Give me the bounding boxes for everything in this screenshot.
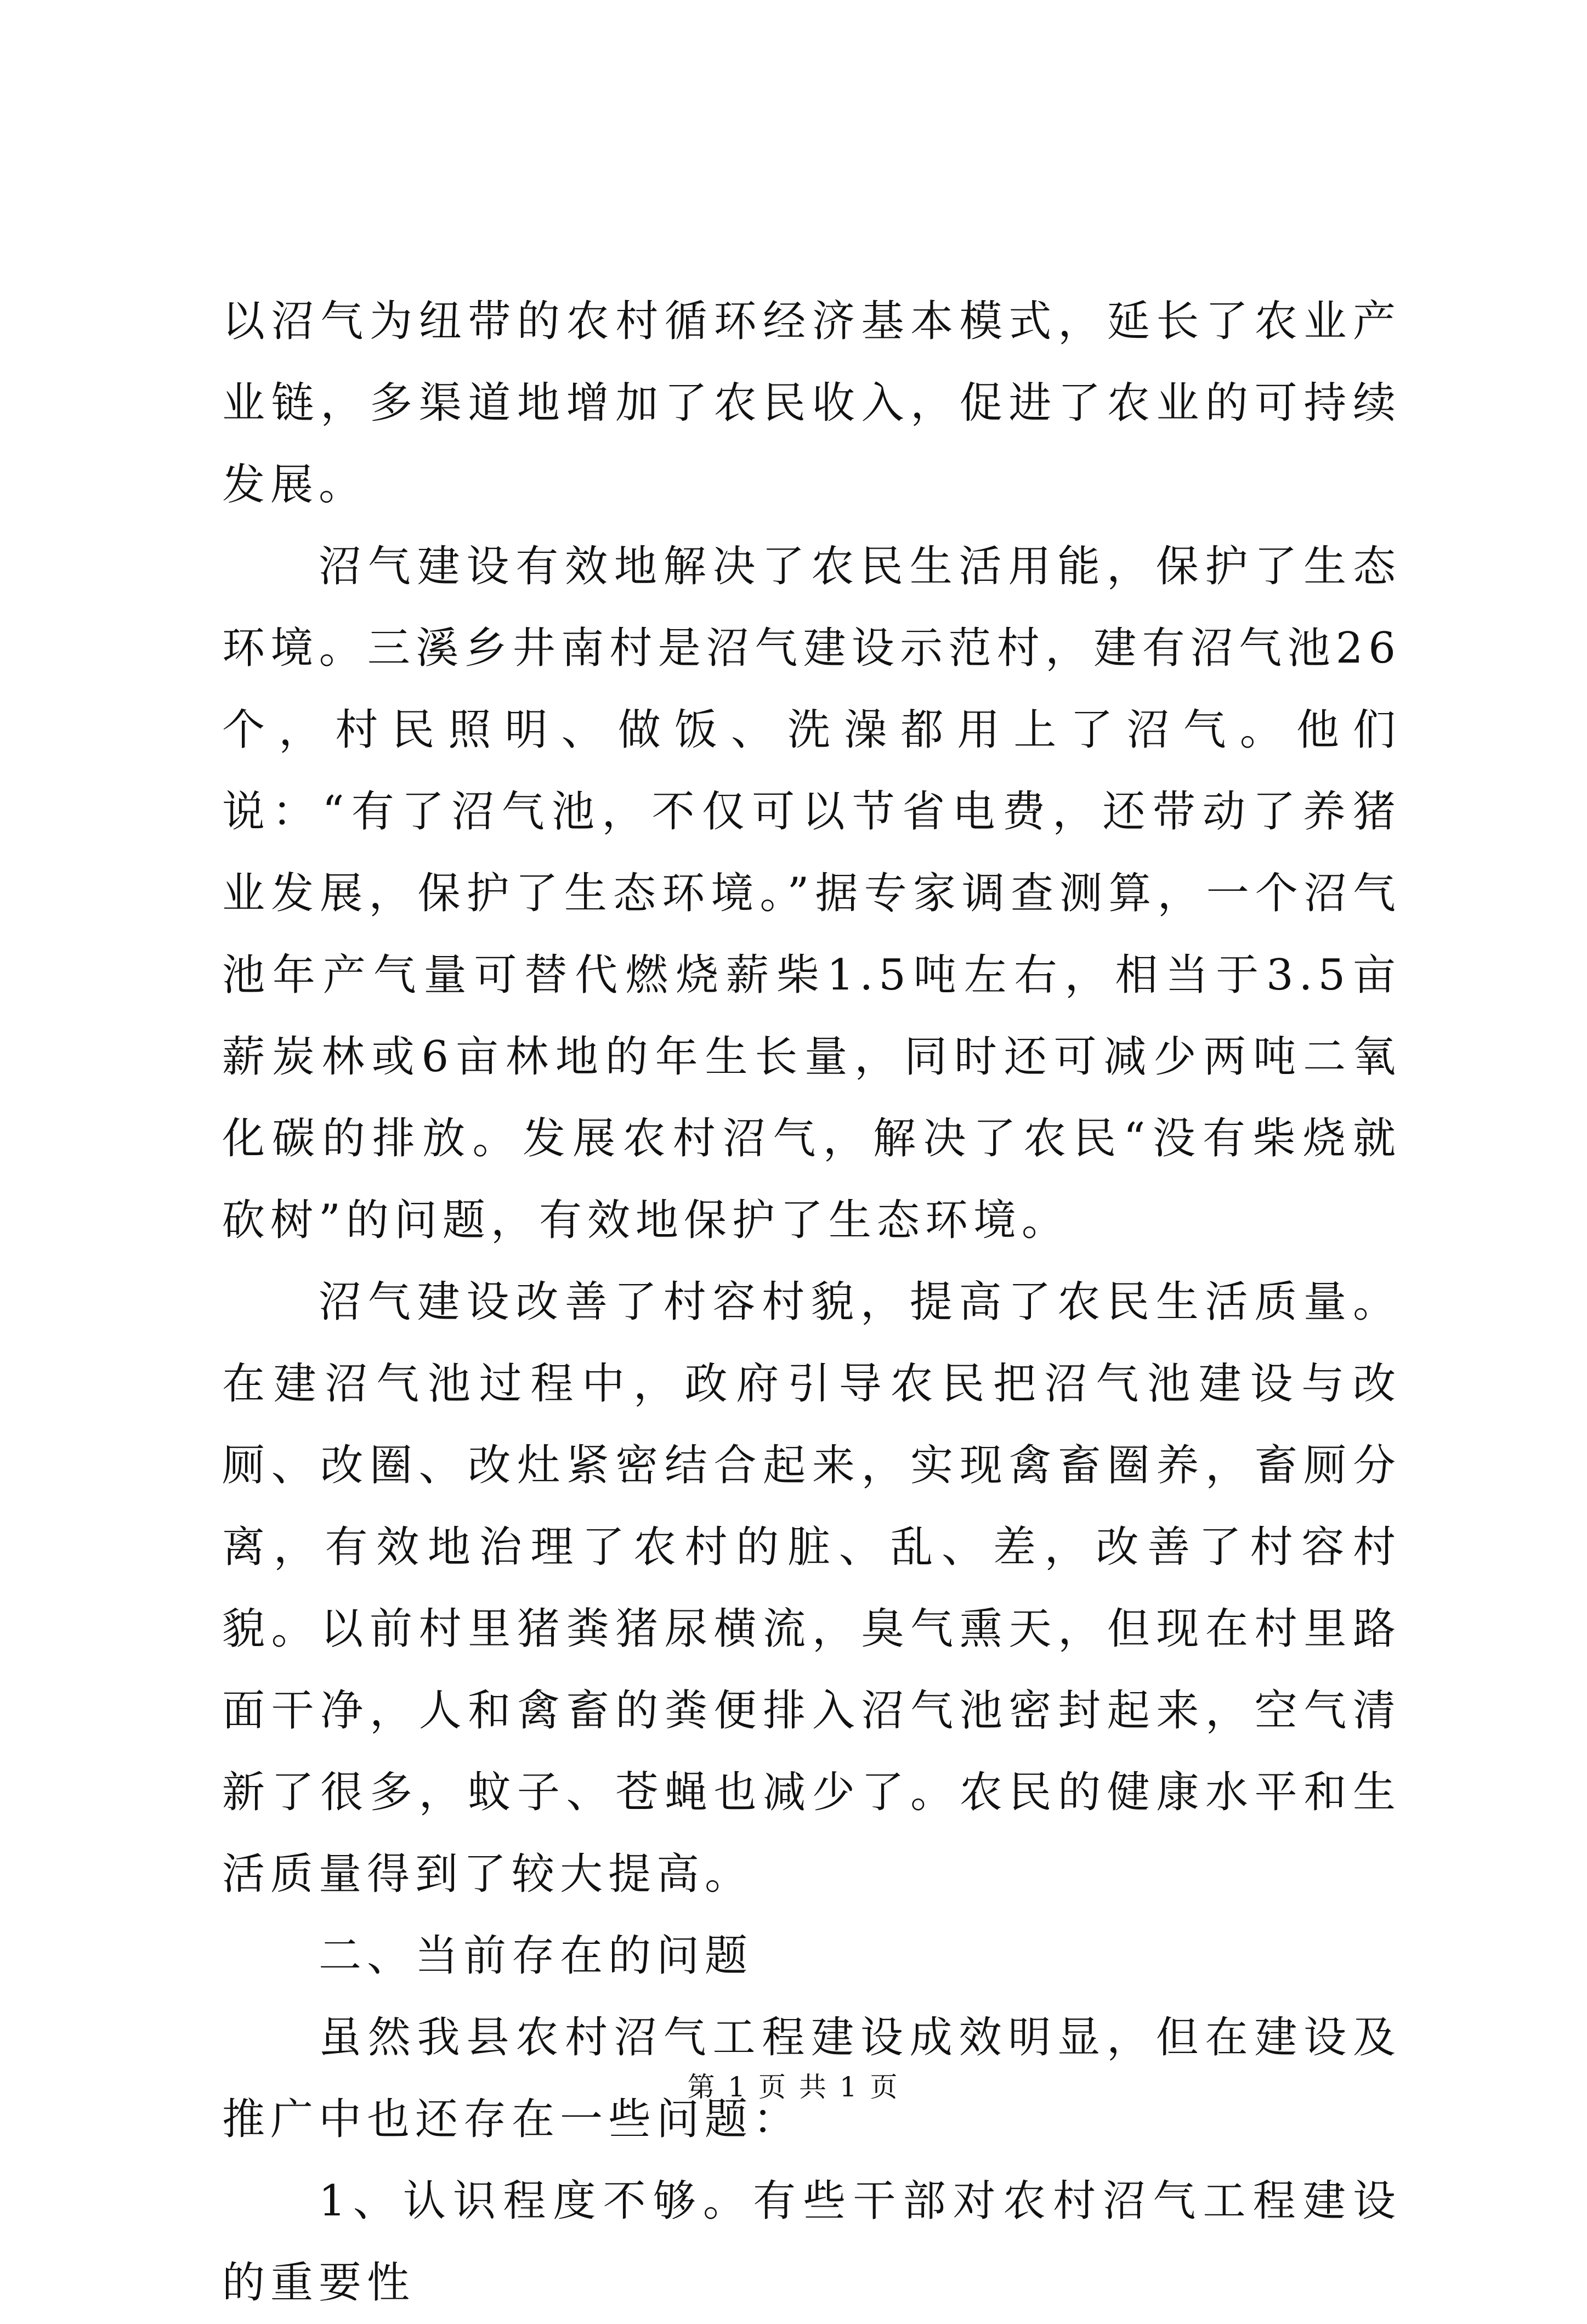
- paragraph-biogas-ecology: 沼气建设有效地解决了农民生活用能，保护了生态环境。三溪乡井南村是沼气建设示范村，建有沼气池26个，村民照明、做饭、洗澡都用上了沼气。他们说：“有了沼气池，不仅可以节省电费，还带动了养猪业发展，保护了生态环境。”据专家调查测算，一个沼气池年产气量可替代燃烧薪柴1.5吨左右，相当于3.5亩薪炭林或6亩林地的年生长量，同时还可减少两吨二氧化碳的排放。发展农村沼气，解决了农民“没有柴烧就砍树”的问题，有效地保护了生态环境。: [222, 542, 1401, 1245]
- paragraph-problems-intro: 虽然我县农村沼气工程建设成效明显，但在建设及推广中也还存在一些问题：: [222, 2013, 1401, 2144]
- paragraph-village-appearance: 沼气建设改善了村容村貌，提高了农民生活质量。在建沼气池过程中，政府引导农民把沼气池建设与改厕、改圈、改灶紧密结合起来，实现禽畜圈养，畜厕分离，有效地治理了农村的脏、乱、差，改善了村容村貌。以前村里猪粪猪尿横流，臭气熏天，但现在村里路面干净，人和禽畜的粪便排入沼气池密封起来，空气清新了很多，蚊子、苍蝇也减少了。农民的健康水平和生活质量得到了较大提高。: [222, 1277, 1401, 1899]
- section-heading-problems: 二、当前存在的问题: [319, 1931, 753, 1981]
- page-footer: 第 1 页 共 1 页: [687, 2071, 900, 2103]
- document-body: [222, 281, 1401, 2324]
- paragraph-problem-1: 1、认识程度不够。有些干部对农村沼气工程建设的重要性: [222, 2176, 1401, 2308]
- paragraph-continuation: 以沼气为纽带的农村循环经济基本模式，延长了农业产业链，多渠道地增加了农民收入，促进了农业的可持续发展。: [222, 297, 1401, 510]
